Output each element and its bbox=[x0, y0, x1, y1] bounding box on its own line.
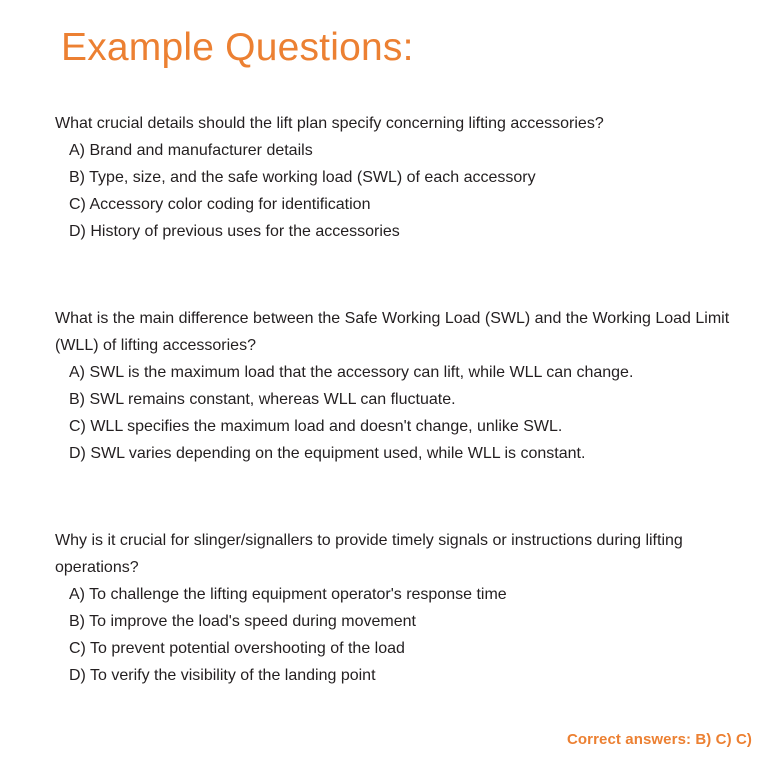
option-c[interactable]: C) WLL specifies the maximum load and doesn't change, unlike SWL. bbox=[69, 418, 563, 435]
option-c[interactable]: C) Accessory color coding for identification bbox=[69, 196, 371, 213]
option-a[interactable]: A) SWL is the maximum load that the accessory can lift, while WLL can change. bbox=[69, 364, 634, 381]
question-block bbox=[55, 527, 745, 689]
option-list bbox=[55, 137, 745, 245]
option-d[interactable]: D) SWL varies depending on the equipment used, while WLL is constant. bbox=[69, 445, 586, 462]
question-stem: Why is it crucial for slinger/signallers to provide timely signals or instructions during lifting operations? bbox=[55, 532, 683, 576]
question-stem: What crucial details should the lift plan specify concerning lifting accessories? bbox=[55, 115, 604, 132]
option-list bbox=[55, 581, 745, 689]
option-a[interactable]: A) To challenge the lifting equipment operator's response time bbox=[69, 586, 507, 603]
question-stem: What is the main difference between the Safe Working Load (SWL) and the Working Load Limit (WLL) of lifting accessories? bbox=[55, 310, 730, 354]
page-title: Example Questions: bbox=[61, 26, 414, 69]
option-b[interactable]: B) To improve the load's speed during movement bbox=[69, 613, 416, 630]
option-b[interactable]: B) SWL remains constant, whereas WLL can fluctuate. bbox=[69, 391, 456, 408]
option-d[interactable]: D) To verify the visibility of the landing point bbox=[69, 667, 376, 684]
option-b[interactable]: B) Type, size, and the safe working load (SWL) of each accessory bbox=[69, 169, 536, 186]
correct-answers-label: Correct answers: B) C) C) bbox=[566, 731, 752, 748]
option-list bbox=[55, 359, 745, 467]
option-c[interactable]: C) To prevent potential overshooting of the load bbox=[69, 640, 405, 657]
question-block bbox=[55, 305, 745, 467]
questions-container bbox=[55, 110, 745, 689]
option-a[interactable]: A) Brand and manufacturer details bbox=[69, 142, 313, 159]
question-block bbox=[55, 110, 745, 245]
option-d[interactable]: D) History of previous uses for the accessories bbox=[69, 223, 400, 240]
